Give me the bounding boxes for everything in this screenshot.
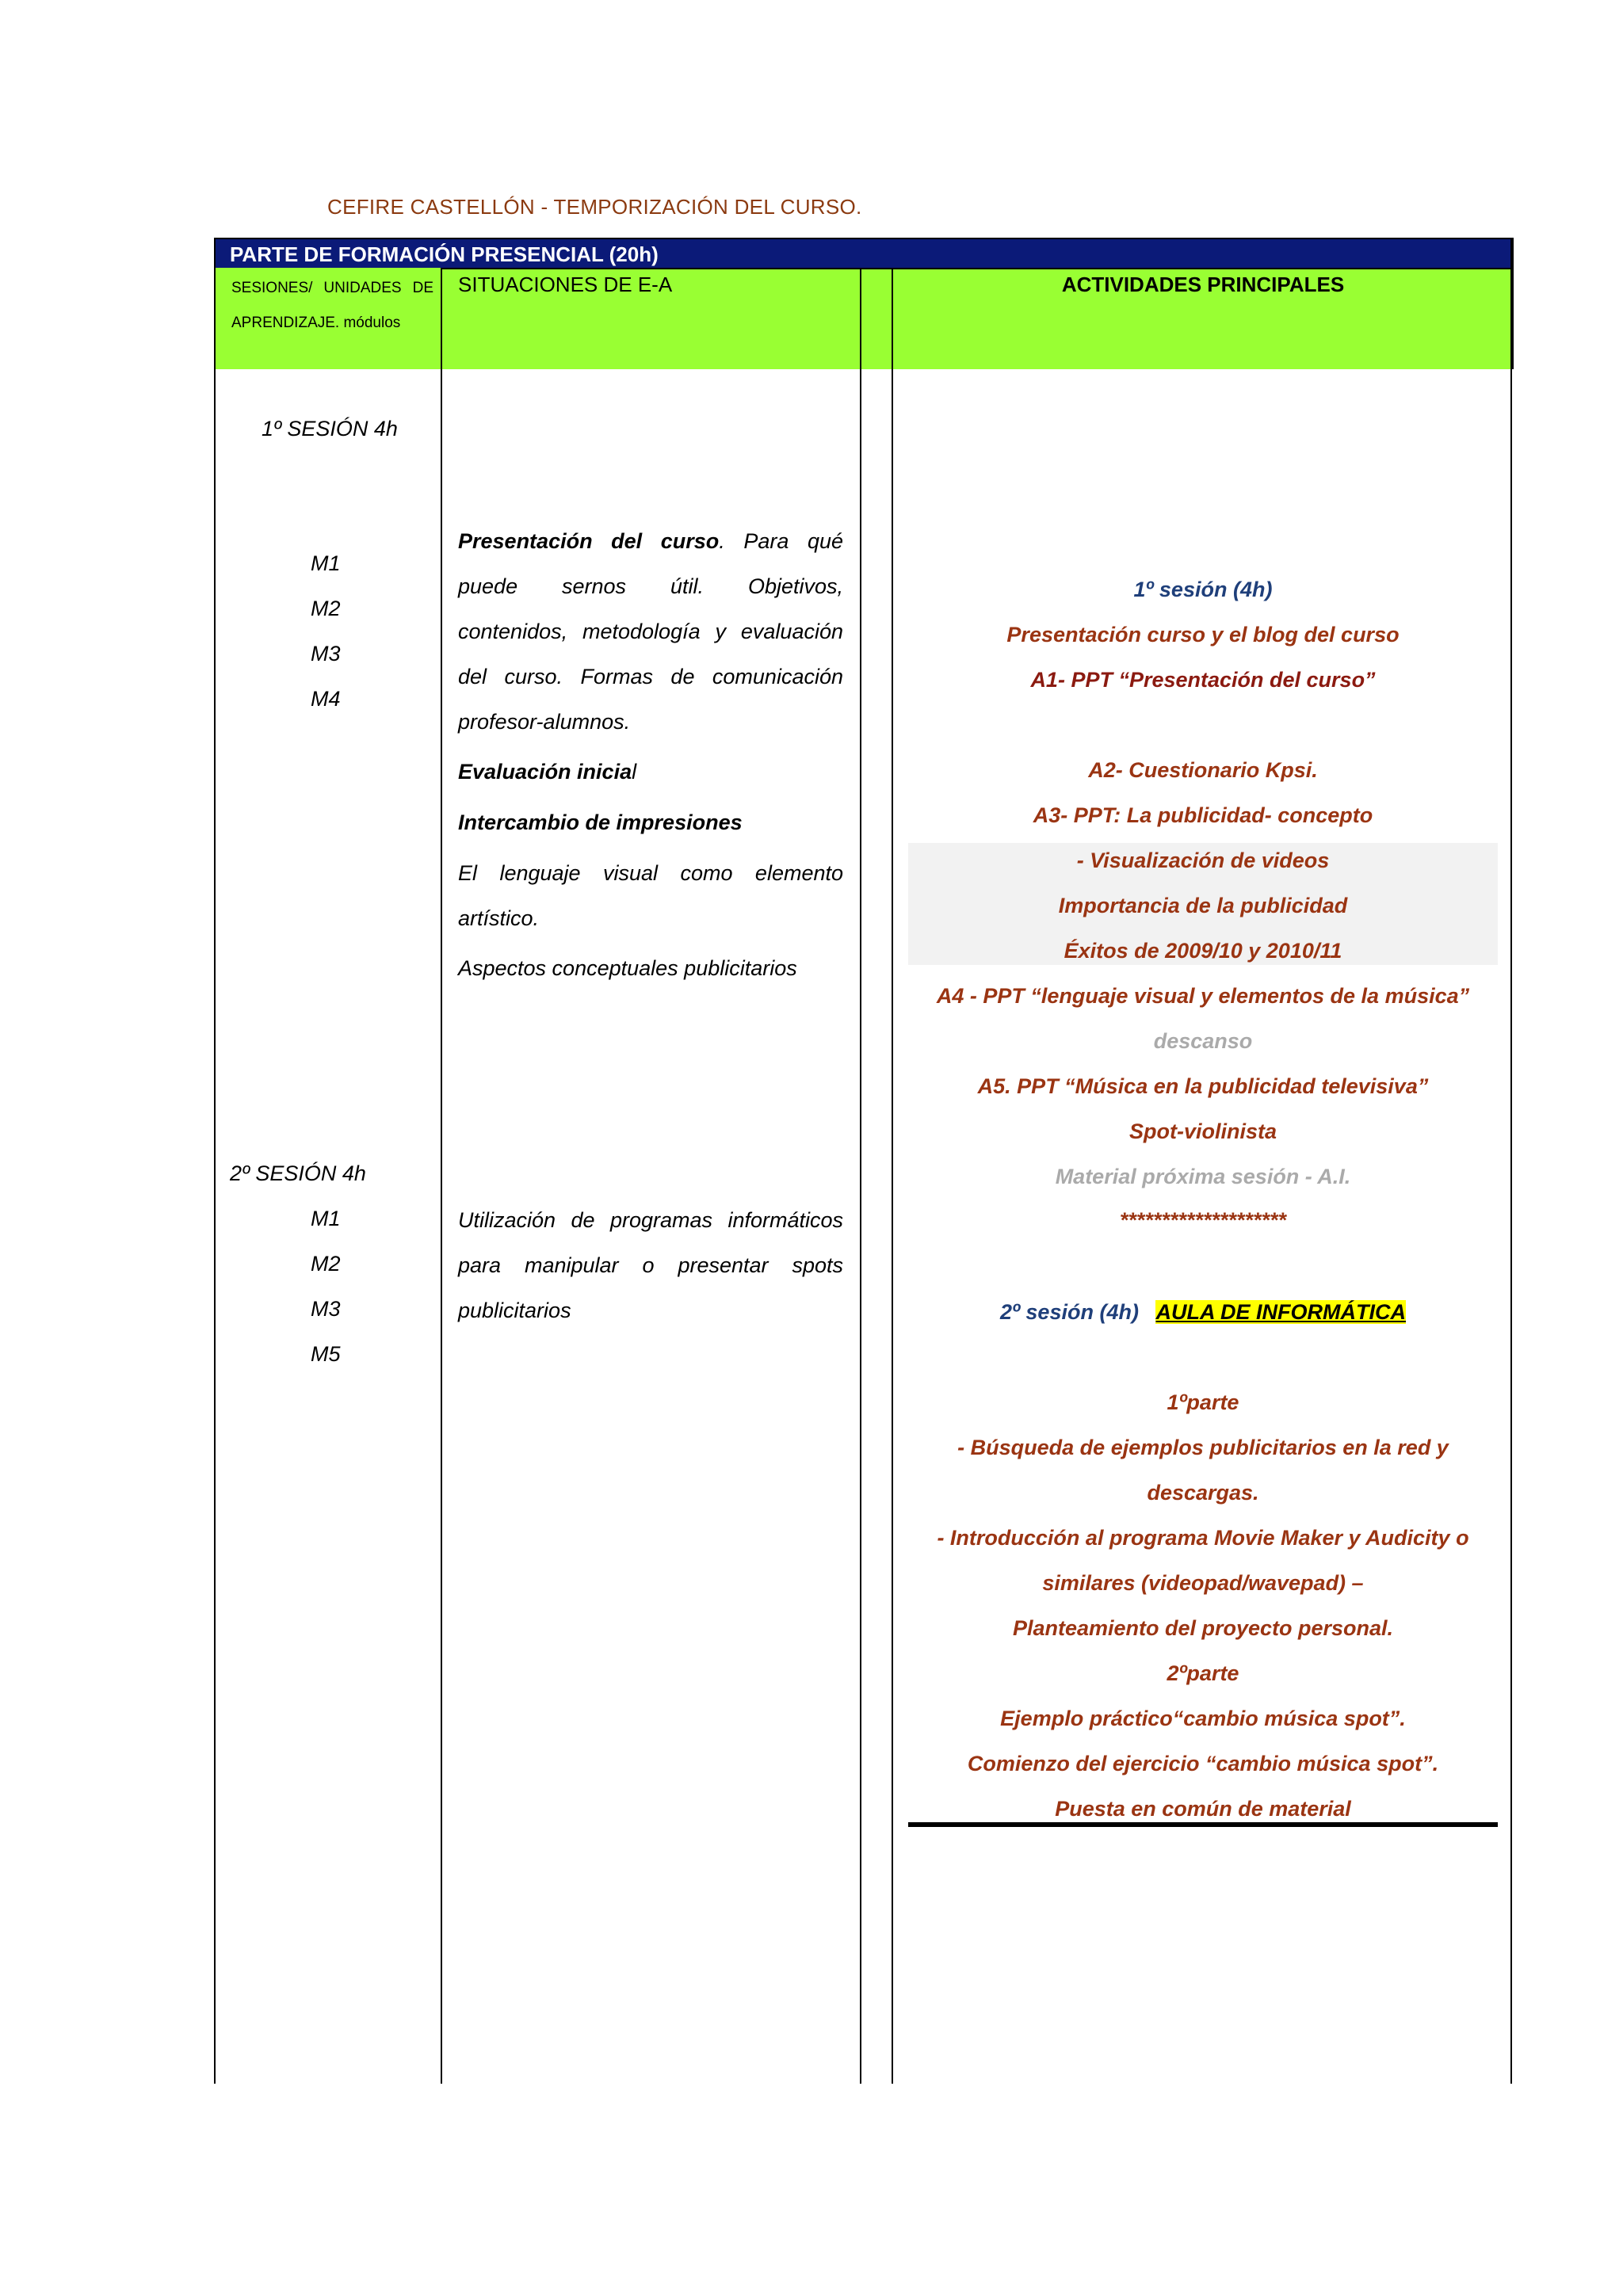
session-1-module: M1: [311, 551, 341, 575]
session-2-module: M5: [311, 1342, 341, 1366]
activity-session-2-label: 2º sesión (4h): [1000, 1300, 1139, 1324]
situacion-presentacion-bold: Presentación del curso: [458, 529, 720, 553]
activity-item: - Búsqueda de ejemplos publicitarios en la red y: [957, 1436, 1449, 1459]
activity-item: Spot-violinista: [1128, 1119, 1277, 1143]
activity-item: - Introducción al programa Movie Maker y Audicity o: [937, 1526, 1469, 1550]
session-2-module: M3: [311, 1297, 341, 1321]
session-1-module: M2: [311, 597, 341, 620]
header-top-rule: [441, 268, 1512, 269]
session-2-label: 2º SESIÓN 4h: [230, 1161, 366, 1185]
activity-item: similares (videopad/wavepad) –: [1042, 1571, 1364, 1595]
situacion-intercambio-text: Intercambio de impresiones: [458, 810, 743, 834]
situacion-presentacion-rest: . Para qué puede sernos útil. Objetivos, contenidos, metodología y evaluación del curso. Formas de comunicación profesor-alumnos.: [458, 529, 843, 734]
activity-item: Éxitos de 2009/10 y 2010/11: [1064, 939, 1342, 963]
situacion-utilizacion: Utilización de programas informáticos para manipular o presentar spots publicitarios: [458, 1208, 843, 1322]
situacion-aspectos: Aspectos conceptuales publicitarios: [458, 956, 797, 980]
session-1-module: M4: [311, 687, 341, 711]
activity-item: Presentación curso y el blog del curso: [1006, 623, 1400, 646]
header-actividades: ACTIVIDADES PRINCIPALES: [1061, 273, 1345, 296]
header-sessions: SESIONES/ UNIDADES DE APRENDIZAJE. módulos: [231, 280, 433, 331]
activity-item: A5. PPT “Música en la publicidad televisiva”: [977, 1074, 1429, 1098]
activity-item-break: descanso: [1153, 1029, 1253, 1053]
activity-item: Puesta en común de material: [1055, 1797, 1351, 1821]
document-title: CEFIRE CASTELLÓN - TEMPORIZACIÓN DEL CURSO.: [327, 195, 862, 219]
session-2-module: M2: [311, 1252, 341, 1276]
activity-item: A2- Cuestionario Kpsi.: [1088, 758, 1318, 782]
situacion-evaluacion: [458, 749, 843, 795]
activity-session-1-heading: 1º sesión (4h): [1133, 578, 1273, 601]
activity-item: descargas.: [1147, 1481, 1259, 1505]
situacion-intercambio: [458, 800, 843, 845]
column-divider-1: [441, 268, 442, 2084]
column-divider-3: [892, 268, 893, 2084]
session-1-label: 1º SESIÓN 4h: [262, 417, 398, 441]
activity-item: 1ºparte: [1167, 1390, 1239, 1414]
bottom-rule: [908, 1822, 1498, 1827]
session-1-module: M3: [311, 642, 341, 666]
activity-item: A1- PPT “Presentación del curso”: [1030, 668, 1376, 692]
situacion-presentacion: [458, 519, 843, 745]
activity-item: Planteamiento del proyecto personal.: [1012, 1616, 1394, 1640]
room-highlight: AULA DE INFORMÁTICA: [1155, 1300, 1406, 1324]
column-divider-2: [860, 268, 861, 2084]
activity-item: A3- PPT: La publicidad- concepto: [1033, 803, 1373, 827]
activity-item: Ejemplo práctico“cambio música spot”.: [1000, 1707, 1406, 1730]
activity-item: Importancia de la publicidad: [1058, 894, 1348, 917]
activity-item: A4 - PPT “lenguaje visual y elementos de la música”: [936, 984, 1470, 1008]
activity-item-muted: Material próxima sesión - A.I.: [1055, 1165, 1351, 1188]
table-banner-text: PARTE DE FORMACIÓN PRESENCIAL (20h): [230, 242, 659, 266]
table-banner: [214, 238, 1514, 269]
situacion-evaluacion-bold: Evaluación inicia: [458, 760, 632, 784]
activity-item: Comienzo del ejercicio “cambio música spot”.: [967, 1752, 1439, 1775]
table-border-left: [214, 268, 216, 2084]
situacion-evaluacion-rest: l: [632, 760, 637, 784]
header-situaciones: SITUACIONES DE E-A: [458, 273, 673, 296]
session-2-module: M1: [311, 1207, 341, 1230]
situacion-lenguaje: El lenguaje visual como elemento artístico.: [458, 861, 843, 930]
activity-item: - Visualización de videos: [1076, 849, 1330, 872]
activity-separator: ********************: [1119, 1208, 1287, 1232]
activity-session-2-heading: [894, 1290, 1512, 1335]
activity-item: 2ºparte: [1167, 1661, 1239, 1685]
